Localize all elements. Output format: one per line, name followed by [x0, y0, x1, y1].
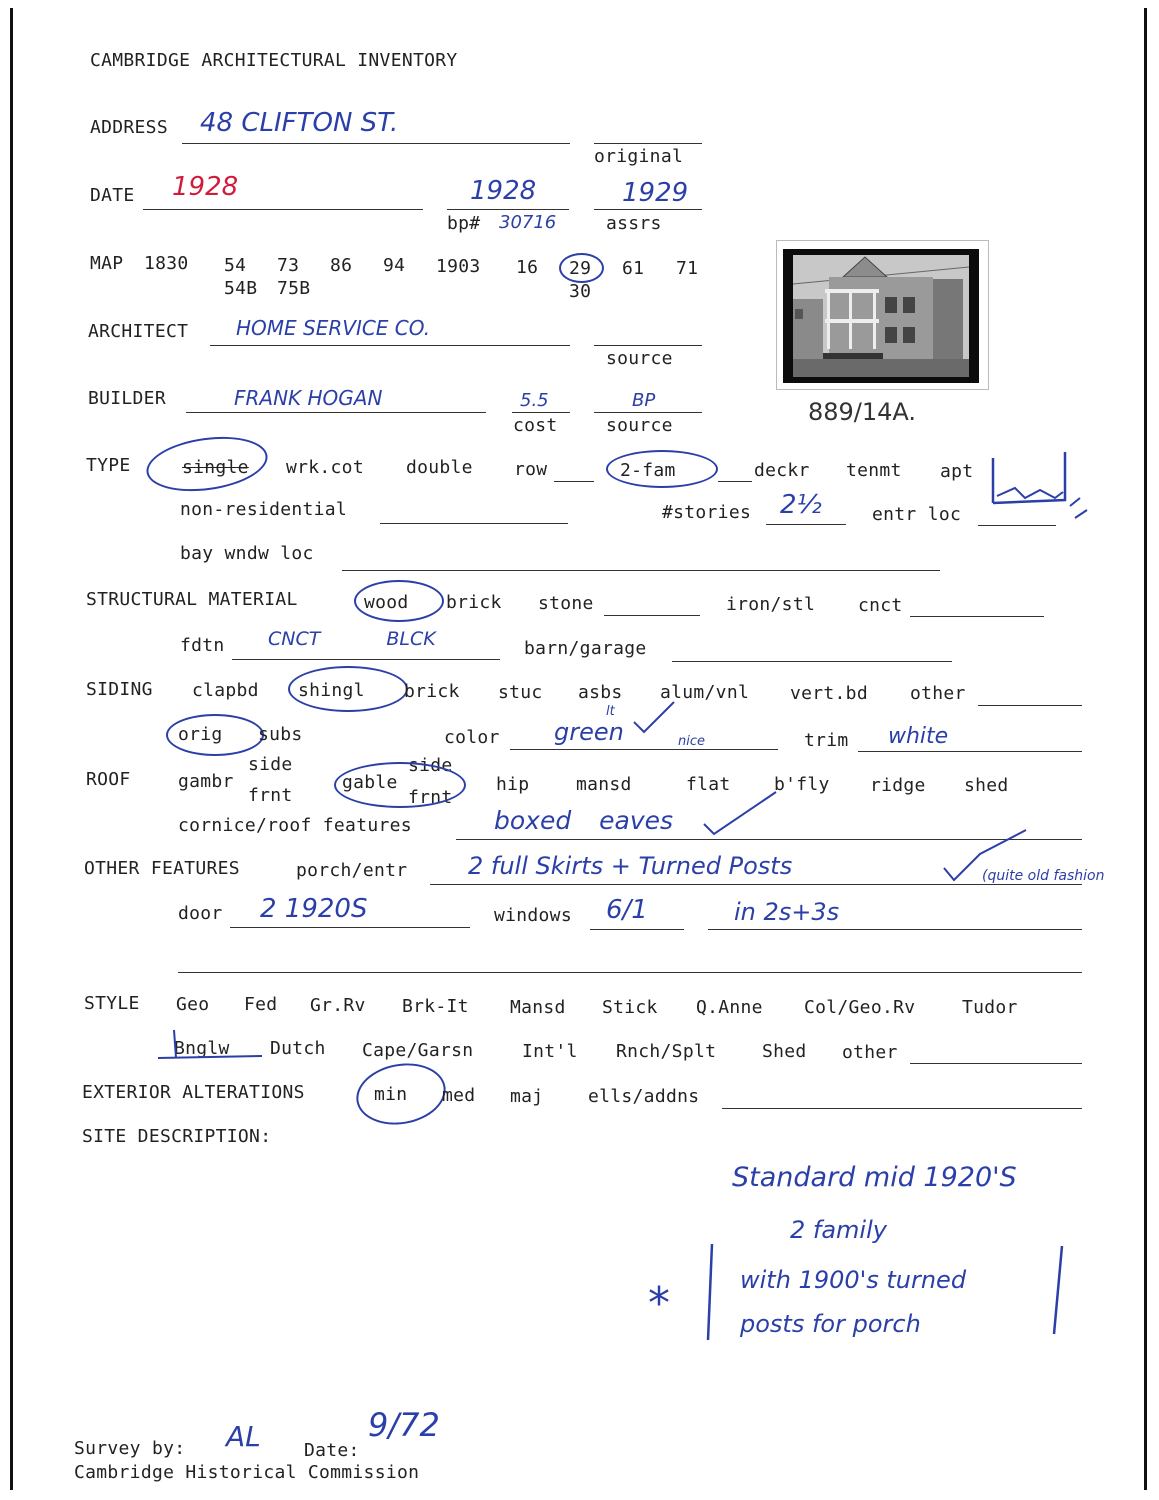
cost-label: cost	[513, 415, 558, 436]
ext-alt-min: min	[374, 1084, 408, 1105]
survey-date-label: Date:	[304, 1440, 360, 1461]
bnglw-mark	[156, 1028, 266, 1064]
house-photo-image	[783, 249, 979, 383]
fdtn-value: CNCT BLCK	[268, 628, 436, 650]
map-year: 30	[569, 281, 592, 302]
trim-label: trim	[804, 730, 849, 751]
struct-stone: stone	[538, 593, 594, 614]
color-line	[510, 749, 778, 750]
type-wrkcot: wrk.cot	[286, 457, 364, 478]
color-note: nice	[678, 734, 705, 749]
survey-by-value: AL	[226, 1420, 261, 1453]
roof-gable-circle	[334, 762, 466, 808]
style-fed: Fed	[244, 994, 278, 1015]
type-2fam-line	[718, 481, 752, 482]
windows-value: 6/1	[606, 895, 648, 925]
type-tenmt: tenmt	[846, 460, 902, 481]
cornice-label: cornice/roof features	[178, 815, 412, 836]
map-year: 29	[569, 258, 592, 279]
type-apt: apt	[940, 461, 974, 482]
trim-value: white	[888, 724, 949, 749]
cornice-value: boxed eaves	[494, 806, 674, 835]
type-deckr: deckr	[754, 460, 810, 481]
house-photo	[776, 240, 989, 390]
porch-note: (quite old fashion	[982, 868, 1105, 884]
builder-value: FRANK HOGAN	[234, 386, 383, 410]
photo-id: 889/14A.	[808, 398, 917, 426]
commission-name: Cambridge Historical Commission	[74, 1462, 420, 1483]
cost-line	[512, 412, 570, 413]
date-value: 1928	[172, 172, 239, 202]
type-row: row	[514, 459, 548, 480]
siding-vertbd: vert.bd	[790, 683, 868, 704]
color-value: green	[554, 718, 624, 746]
site-desc-line-2: 2 family	[790, 1216, 887, 1244]
bay-label: bay wndw loc	[180, 543, 314, 564]
builder-line	[186, 412, 486, 413]
roof-shed: shed	[964, 775, 1009, 796]
style-geo: Geo	[176, 994, 210, 1015]
roof-ridge: ridge	[870, 775, 926, 796]
map-year: 75B	[277, 278, 311, 299]
check-mark	[940, 828, 1030, 888]
porch-label: porch/entr	[296, 860, 408, 881]
entr-loc-line	[978, 525, 1056, 526]
map-year: 61	[622, 258, 645, 279]
check-mark	[700, 788, 780, 840]
type-2fam: 2-fam	[620, 460, 676, 481]
nonres-label: non-residential	[180, 499, 348, 520]
survey-label: Survey by:	[74, 1438, 186, 1459]
form-title: CAMBRIDGE ARCHITECTURAL INVENTORY	[90, 50, 458, 71]
style-bnglw: Bnglw	[174, 1038, 230, 1059]
architect-value: HOME SERVICE CO.	[236, 316, 431, 340]
site-desc-line-1: Standard mid 1920'S	[732, 1162, 1017, 1193]
survey-date-value: 9/72	[368, 1406, 440, 1444]
color-label: color	[444, 727, 500, 748]
struct-label: STRUCTURAL MATERIAL	[86, 589, 298, 610]
original-line	[594, 143, 702, 144]
assrs-year: 1929	[622, 178, 689, 208]
map-year: 54	[224, 255, 247, 276]
type-label: TYPE	[86, 455, 131, 476]
door-line	[230, 927, 470, 928]
style-stick: Stick	[602, 997, 658, 1018]
site-desc-line-4: posts for porch	[740, 1310, 921, 1338]
struct-stone-line	[604, 615, 700, 616]
map-year: 1903	[436, 256, 481, 277]
stories-value: 2½	[780, 490, 822, 520]
bp-number: 30716	[499, 212, 557, 233]
style-other-line	[910, 1063, 1082, 1064]
roof-mansd: mansd	[576, 774, 632, 795]
ext-alt-med: med	[442, 1085, 476, 1106]
map-year: 73	[277, 255, 300, 276]
roof-flat: flat	[686, 774, 731, 795]
style-mansd: Mansd	[510, 997, 566, 1018]
style-intl: Int'l	[522, 1041, 578, 1062]
roof-gable: gable	[342, 772, 398, 793]
windows-note-line	[708, 929, 1082, 930]
date-line	[143, 209, 423, 210]
style-qanne: Q.Anne	[696, 997, 763, 1018]
roof-gambr: gambr	[178, 771, 234, 792]
architect-source-label: source	[606, 348, 673, 369]
builder-label: BUILDER	[88, 388, 166, 409]
struct-iron: iron/stl	[726, 594, 816, 615]
type-row-line	[554, 481, 594, 482]
door-value: 2 1920S	[260, 894, 368, 924]
bp-year: 1928	[470, 176, 537, 206]
siding-orig-circle	[166, 714, 264, 756]
ext-alt-label: EXTERIOR ALTERATIONS	[82, 1082, 305, 1103]
windows-line	[590, 929, 684, 930]
map-year: 86	[330, 255, 353, 276]
type-single: single	[182, 457, 249, 478]
architect-label: ARCHITECT	[88, 321, 189, 342]
trim-line	[858, 751, 1082, 752]
style-other: other	[842, 1042, 898, 1063]
type-double: double	[406, 457, 473, 478]
site-desc-label: SITE DESCRIPTION:	[82, 1126, 272, 1147]
entr-loc-sketch	[985, 448, 1095, 528]
ext-alt-ells: ells/addns	[588, 1086, 700, 1107]
assrs-label: assrs	[606, 213, 662, 234]
roof-bfly: b'fly	[774, 774, 830, 795]
style-rnch: Rnch/Splt	[616, 1041, 717, 1062]
architect-line	[210, 345, 570, 346]
windows-note: in 2s+3s	[734, 898, 840, 926]
stories-label: #stories	[662, 502, 752, 523]
struct-wood: wood	[364, 592, 409, 613]
porch-value: 2 full Skirts + Turned Posts	[468, 852, 793, 880]
siding-subs: subs	[258, 724, 303, 745]
address-label: ADDRESS	[90, 117, 168, 138]
map-label: MAP	[90, 253, 124, 274]
siding-label: SIDING	[86, 679, 153, 700]
fdtn-label: fdtn	[180, 635, 225, 656]
struct-brick: brick	[446, 592, 502, 613]
style-colgeo: Col/Geo.Rv	[804, 997, 916, 1018]
architect-source-line	[594, 345, 702, 346]
cost-source-label: source	[606, 415, 673, 436]
roof-gable-frnt: frnt	[408, 787, 453, 808]
style-cape: Cape/Garsn	[362, 1040, 474, 1061]
style-dutch: Dutch	[270, 1038, 326, 1059]
siding-shingl: shingl	[298, 680, 365, 701]
barn-label: barn/garage	[524, 638, 647, 659]
style-label: STYLE	[84, 993, 140, 1014]
map-year: 94	[383, 255, 406, 276]
assrs-line	[594, 209, 702, 210]
address-value: 48 CLIFTON ST.	[200, 108, 399, 138]
siding-other: other	[910, 683, 966, 704]
style-grrv: Gr.Rv	[310, 995, 366, 1016]
struct-cnct-line	[910, 616, 1044, 617]
siding-orig: orig	[178, 724, 223, 745]
struct-wood-circle	[354, 580, 444, 622]
date-label: DATE	[90, 185, 135, 206]
nonres-line	[380, 523, 568, 524]
roof-side: side	[248, 754, 293, 775]
siding-asbs: asbs	[578, 682, 623, 703]
roof-frnt: frnt	[248, 785, 293, 806]
siding-stuc: stuc	[498, 682, 543, 703]
roof-gable-side: side	[408, 755, 453, 776]
address-line	[182, 143, 570, 144]
siding-shingl-circle	[288, 666, 408, 712]
siding-alum: alum/vnl	[660, 682, 750, 703]
type-2fam-circle	[606, 450, 718, 488]
ext-alt-line	[722, 1108, 1082, 1109]
entr-loc-label: entr loc	[872, 504, 962, 525]
cost-value: 5.5	[520, 390, 549, 411]
color-super: lt	[606, 704, 615, 719]
bay-line	[342, 570, 940, 571]
siding-brick: brick	[404, 681, 460, 702]
style-brkit: Brk-It	[402, 996, 469, 1017]
other-features-label: OTHER FEATURES	[84, 858, 240, 879]
site-desc-brackets	[700, 1240, 1070, 1350]
style-tudor: Tudor	[962, 997, 1018, 1018]
check-mark	[630, 698, 680, 738]
map-year: 71	[676, 258, 699, 279]
barn-line	[672, 661, 952, 662]
bp-line	[447, 209, 569, 210]
windows-label: windows	[494, 905, 572, 926]
fdtn-line	[232, 659, 500, 660]
stories-line	[766, 524, 846, 525]
style-shed: Shed	[762, 1041, 807, 1062]
map-year: 54B	[224, 278, 258, 299]
site-desc-line-3: with 1900's turned	[740, 1266, 967, 1294]
site-desc-asterisk: *	[648, 1278, 670, 1329]
siding-other-line	[978, 705, 1082, 706]
map-29-circle	[559, 253, 604, 283]
map-year: 16	[516, 257, 539, 278]
ext-alt-maj: maj	[510, 1086, 544, 1107]
cost-source-value: BP	[632, 390, 656, 411]
roof-hip: hip	[496, 774, 530, 795]
door-label: door	[178, 903, 223, 924]
cost-source-line	[594, 412, 702, 413]
roof-label: ROOF	[86, 769, 131, 790]
map-year: 1830	[144, 253, 189, 274]
bp-label: bp#	[447, 213, 481, 234]
blank-line	[178, 972, 1082, 973]
siding-clapbd: clapbd	[192, 680, 259, 701]
struct-cnct: cnct	[858, 595, 903, 616]
original-label: original	[594, 146, 684, 167]
